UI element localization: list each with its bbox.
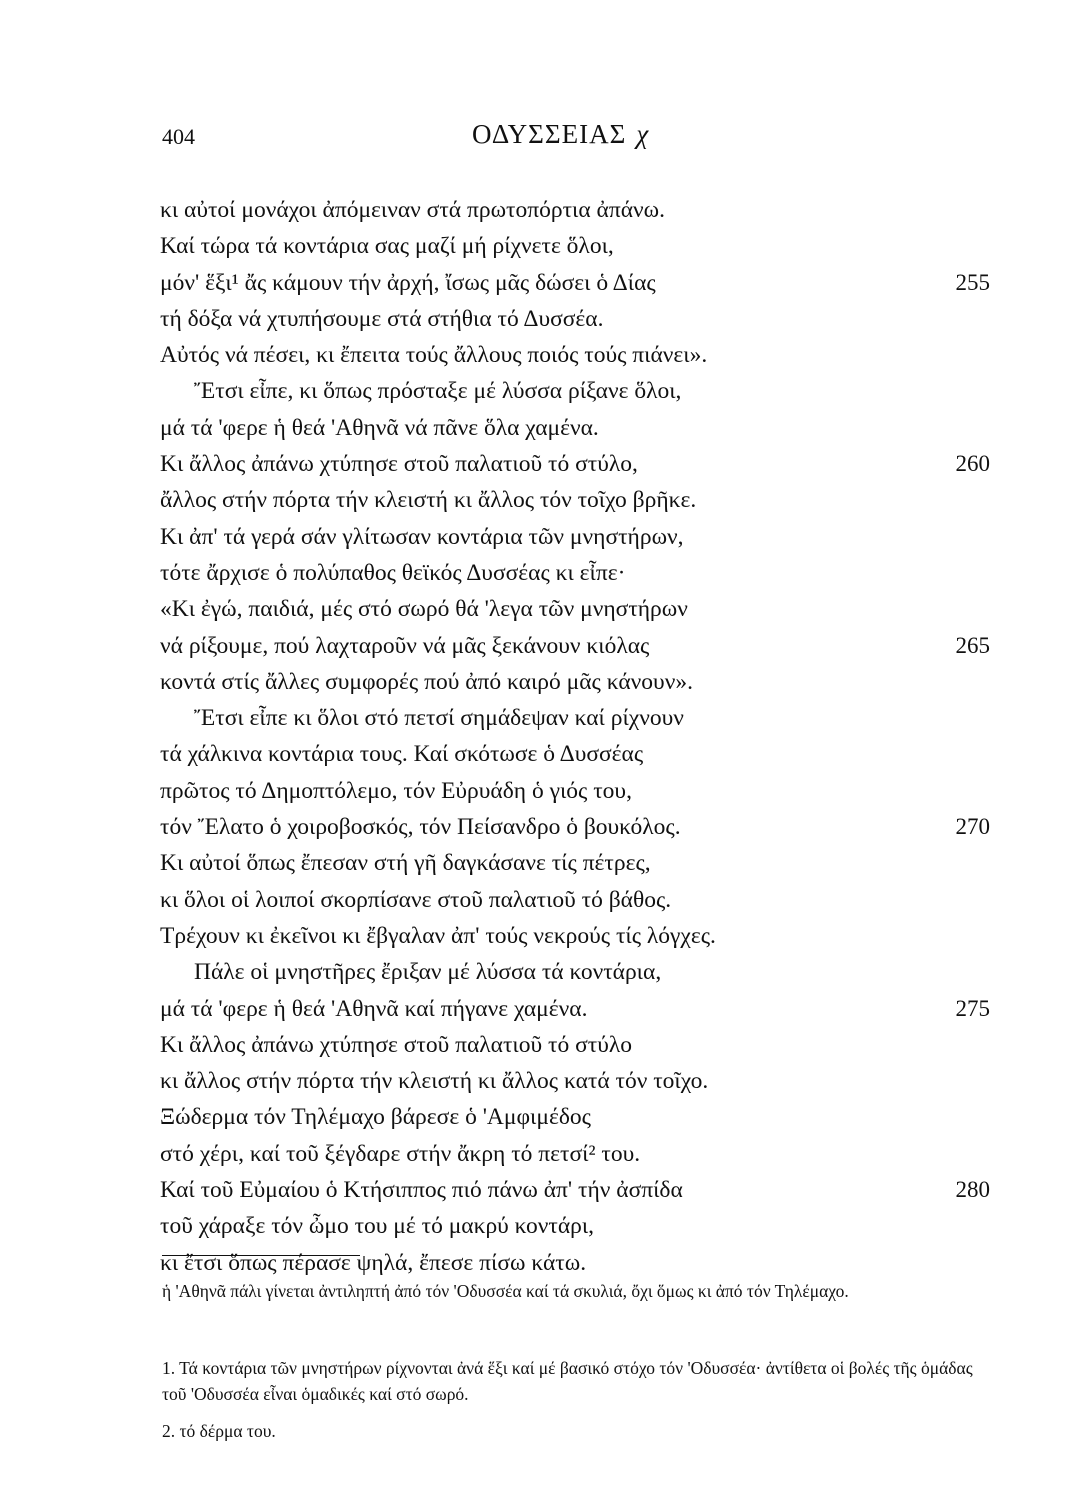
- verse-text: Κι ἄλλος ἀπάνω χτύπησε στοῦ παλατιοῦ τό στύλο,: [160, 451, 638, 478]
- verse-line: [160, 1099, 1000, 1135]
- verse-text: ἄλλος στήν πόρτα τήν κλειστή κι ἄλλος τόν τοῖχο βρῆκε.: [160, 487, 697, 514]
- verse-line: [160, 555, 1000, 591]
- verse-block: [160, 192, 1000, 1281]
- verse-line: [160, 954, 1000, 990]
- verse-text: τόν Ἔλατο ὁ χοιροβοσκός, τόν Πείσανδρο ὁ βουκόλος.: [160, 814, 681, 841]
- verse-line: [160, 845, 1000, 881]
- verse-text: κι ἄλλος στήν πόρτα τήν κλειστή κι ἄλλος κατά τόν τοῖχο.: [160, 1068, 709, 1095]
- verse-text: μόν' ἕξι¹ ἄς κάμουν τήν ἀρχή, ἴσως μᾶς δώσει ὁ Δίας: [160, 269, 656, 296]
- verse-line: [160, 228, 1000, 264]
- verse-text: κοντά στίς ἄλλες συμφορές πού ἀπό καιρό μᾶς κάνουν».: [160, 668, 693, 695]
- verse-line: [160, 301, 1000, 337]
- verse-text: στό χέρι, καί τοῦ ξέγδαρε στήν ἄκρη τό πετσί² του.: [160, 1140, 641, 1167]
- verse-line: [160, 1172, 1000, 1208]
- verse-line: [160, 809, 1000, 845]
- verse-line: [160, 1245, 1000, 1281]
- line-number: 260: [955, 451, 990, 477]
- page-number: 404: [162, 124, 195, 149]
- verse-text: τοῦ χάραξε τόν ὦμο του μέ τό μακρύ κοντάρι,: [160, 1213, 595, 1240]
- verse-line: [160, 410, 1000, 446]
- verse-text: Κι ἄλλος ἀπάνω χτύπησε στοῦ παλατιοῦ τό στύλο: [160, 1031, 632, 1058]
- verse-text: νά ρίξουμε, πού λαχταροῦν νά μᾶς ξεκάνουν κιόλας: [160, 632, 650, 659]
- verse-text: «Κι ἐγώ, παιδιά, μές στό σωρό θά 'λεγα τῶν μνηστήρων: [160, 596, 688, 623]
- book-title: ΟΔΥΣΣΕΙΑΣ: [472, 119, 627, 149]
- verse-line: [160, 773, 1000, 809]
- verse-text: τά χάλκινα κοντάρια τους. Καί σκότωσε ὁ Δυσσέας: [160, 741, 644, 768]
- footnote-continuation: ἡ 'Αθηνᾶ πάλι γίνεται ἀντιληπτή ἀπό τόν 'Οδυσσέα καί τά σκυλιά, ὄχι ὅμως κι ἀπό τόν Τηλέμαχο.: [162, 1281, 849, 1301]
- verse-line: [160, 1136, 1000, 1172]
- verse-text: τότε ἄρχισε ὁ πολύπαθος θεϊκός Δυσσέας κι εἶπε·: [160, 559, 626, 586]
- book-letter: χ: [636, 119, 650, 149]
- verse-line: [160, 918, 1000, 954]
- verse-text: κι ἔτσι ὅπως πέρασε ψηλά, ἔπεσε πίσω κάτω.: [160, 1249, 587, 1276]
- verse-text: τή δόξα νά χτυπήσουμε στά στήθια τό Δυσσέα.: [160, 305, 604, 332]
- verse-line: [160, 192, 1000, 228]
- verse-line: [160, 1208, 1000, 1244]
- running-title: [472, 119, 649, 150]
- verse-line: [160, 446, 1000, 482]
- verse-line: [160, 628, 1000, 664]
- line-number: 265: [955, 632, 990, 658]
- verse-text: Πάλε οἱ μνηστῆρες ἔριξαν μέ λύσσα τά κοντάρια,: [194, 959, 662, 986]
- verse-line: [160, 736, 1000, 772]
- verse-line: [160, 337, 1000, 373]
- verse-text: Καί τώρα τά κοντάρια σας μαζί μή ρίχνετε ὅλοι,: [160, 233, 614, 260]
- verse-line: [160, 991, 1000, 1027]
- verse-text: κι ὅλοι οἱ λοιποί σκορπίσανε στοῦ παλατιοῦ τό βάθος.: [160, 886, 672, 913]
- verse-line: [160, 1063, 1000, 1099]
- verse-line: [160, 664, 1000, 700]
- verse-line: [160, 373, 1000, 409]
- line-number: 275: [955, 995, 990, 1021]
- footnote-rule: [162, 1255, 360, 1256]
- verse-text: Τρέχουν κι ἐκεῖνοι κι ἔβγαλαν ἀπ' τούς νεκρούς τίς λόγχες.: [160, 922, 716, 949]
- verse-text: Ἔτσι εἶπε κι ὅλοι στό πετσί σημάδεψαν καί ρίχνουν: [194, 705, 684, 732]
- verse-text: Κι αὐτοί ὅπως ἔπεσαν στή γῆ δαγκάσανε τίς πέτρες,: [160, 850, 651, 877]
- footnote-1: 1. Τά κοντάρια τῶν μνηστήρων ρίχνονται ἀνά ἕξι καί μέ βασικό στόχο τόν 'Οδυσσέα· ἀντίθετα οἱ βολές τῆς ὁμάδας τοῦ 'Οδυσσέα εἶναι ὁμαδικές καί στό σωρό.: [162, 1358, 973, 1404]
- verse-text: Ἔτσι εἶπε, κι ὅπως πρόσταξε μέ λύσσα ρίξανε ὅλοι,: [194, 378, 682, 405]
- verse-line: [160, 591, 1000, 627]
- verse-text: μά τά 'φερε ἡ θεά 'Αθηνᾶ καί πήγανε χαμένα.: [160, 995, 588, 1022]
- verse-line: [160, 1027, 1000, 1063]
- verse-text: κι αὐτοί μονάχοι ἀπόμειναν στά πρωτοπόρτια ἀπάνω.: [160, 197, 665, 223]
- verse-text: πρῶτος τό Δημοπτόλεμο, τόν Εὐρυάδη ὁ γιός του,: [160, 777, 632, 804]
- line-number: 280: [955, 1177, 990, 1203]
- verse-text: μά τά 'φερε ἡ θεά 'Αθηνᾶ νά πᾶνε ὅλα χαμένα.: [160, 414, 599, 441]
- verse-text: Καί τοῦ Εὐμαίου ὁ Κτήσιππος πιό πάνω ἀπ' τήν ἀσπίδα: [160, 1177, 683, 1204]
- verse-text: Αὐτός νά πέσει, κι ἔπειτα τούς ἄλλους ποιός τούς πιάνει».: [160, 342, 708, 369]
- verse-line: [160, 482, 1000, 518]
- verse-line: [160, 519, 1000, 555]
- line-number: 270: [955, 814, 990, 840]
- line-number: 255: [955, 269, 990, 295]
- verse-line: [160, 265, 1000, 301]
- verse-text: Ξώδερμα τόν Τηλέμαχο βάρεσε ὁ 'Αμφιμέδος: [160, 1104, 591, 1131]
- verse-line: [160, 882, 1000, 918]
- verse-line: [160, 700, 1000, 736]
- verse-text: Κι ἀπ' τά γερά σάν γλίτωσαν κοντάρια τῶν μνηστήρων,: [160, 523, 684, 550]
- footnote-2: 2. τό δέρμα του.: [162, 1421, 276, 1441]
